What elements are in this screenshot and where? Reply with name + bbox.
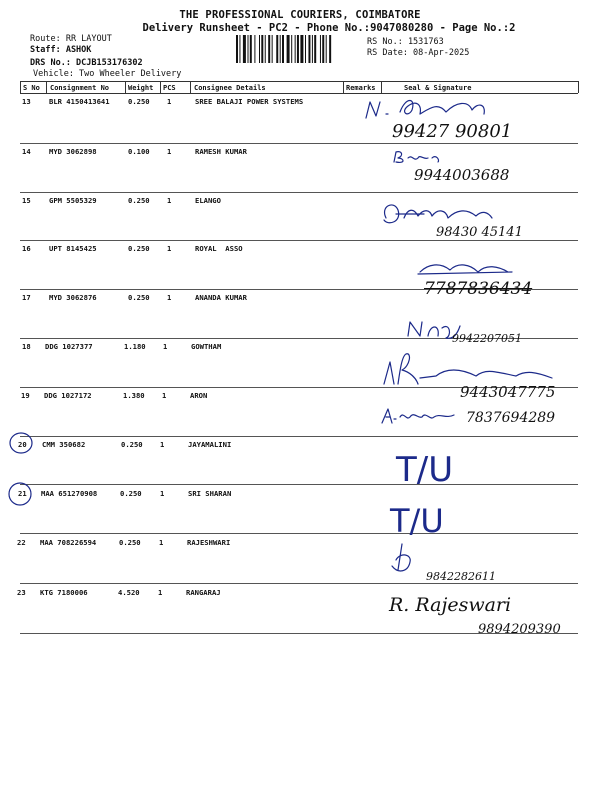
row-consignee: SRI SHARAN bbox=[188, 489, 232, 498]
handwritten-phone-22: 9842282611 bbox=[426, 570, 496, 583]
handwritten-phone-16: 7787836434 bbox=[424, 279, 533, 299]
row-weight: 0.250 bbox=[128, 196, 150, 205]
row-pcs: 1 bbox=[160, 489, 165, 498]
row-consignee: ROYAL ASSO bbox=[195, 244, 243, 253]
row-sno: 15 bbox=[22, 196, 31, 205]
row-weight: 0.250 bbox=[121, 440, 143, 449]
handwritten-phone-18: 9942207051 bbox=[452, 332, 522, 345]
row-consignment: MYD 3062898 bbox=[49, 147, 97, 156]
row-consignee: GOWTHAM bbox=[191, 342, 222, 351]
handwritten-circle-20 bbox=[8, 430, 34, 456]
signature-row-14 bbox=[388, 148, 448, 168]
row-consignment: CMM 350682 bbox=[42, 440, 86, 449]
row-sno: 20 bbox=[18, 440, 27, 449]
row-weight: 0.250 bbox=[120, 489, 142, 498]
vehicle-label: Vehicle: Two Wheeler Delivery bbox=[33, 69, 182, 79]
row-sno: 14 bbox=[22, 147, 31, 156]
drs-number: DRS No.: DCJB153176302 bbox=[30, 58, 143, 68]
row-sno: 23 bbox=[17, 588, 26, 597]
row-consignment: DDG 1027377 bbox=[45, 342, 93, 351]
handwritten-circle-21 bbox=[7, 480, 33, 508]
handwritten-phone-15: 98430 45141 bbox=[436, 225, 523, 240]
row-pcs: 1 bbox=[167, 147, 172, 156]
row-weight: 1.380 bbox=[123, 391, 145, 400]
barcode-image bbox=[236, 35, 360, 63]
row-sno: 18 bbox=[22, 342, 31, 351]
signature-row-22 bbox=[388, 540, 418, 580]
row-sno: 19 bbox=[21, 391, 30, 400]
col-pcs: PCS bbox=[163, 84, 176, 92]
row-consignee: SREE BALAJI POWER SYSTEMS bbox=[195, 97, 304, 106]
row-weight: 1.180 bbox=[124, 342, 146, 351]
handwritten-name-23: R. Rajeswari bbox=[389, 594, 512, 616]
row-sno: 13 bbox=[22, 97, 31, 106]
row-consignee: RAMESH KUMAR bbox=[195, 147, 247, 156]
row-sno: 21 bbox=[18, 489, 27, 498]
col-consignee: Consignee Details bbox=[194, 84, 266, 92]
row-pcs: 1 bbox=[167, 196, 172, 205]
row-pcs: 1 bbox=[167, 293, 172, 302]
row-weight: 0.250 bbox=[119, 538, 141, 547]
row-sno: 16 bbox=[22, 244, 31, 253]
row-consignment: UPT 8145425 bbox=[49, 244, 97, 253]
row-weight: 4.520 bbox=[118, 588, 140, 597]
handwritten-phone-14: 9944003688 bbox=[414, 166, 510, 184]
row-pcs: 1 bbox=[163, 342, 168, 351]
col-seal-signature: Seal & Signature bbox=[404, 84, 472, 92]
row-consignee: JAYAMALINI bbox=[188, 440, 232, 449]
row-pcs: 1 bbox=[167, 244, 172, 253]
row-consignee: ARON bbox=[190, 391, 208, 400]
handwritten-phone-19b: 7837694289 bbox=[466, 410, 556, 426]
col-remarks: Remarks bbox=[346, 84, 376, 92]
row-consignment: MAA 708226594 bbox=[40, 538, 97, 547]
row-pcs: 1 bbox=[159, 538, 164, 547]
company-title: THE PROFESSIONAL COURIERS, COIMBATORE bbox=[179, 9, 421, 21]
row-weight: 0.250 bbox=[128, 293, 150, 302]
handwritten-phone-13: 99427 90801 bbox=[392, 121, 513, 142]
row-consignee: RAJESHWARI bbox=[187, 538, 231, 547]
row-pcs: 1 bbox=[158, 588, 163, 597]
row-consignment: GPM 5505329 bbox=[49, 196, 97, 205]
col-sno: S No bbox=[23, 84, 40, 92]
rs-date: RS Date: 08-Apr-2025 bbox=[367, 48, 470, 58]
row-sno: 17 bbox=[22, 293, 31, 302]
staff-label: Staff: ASHOK bbox=[30, 45, 92, 55]
row-pcs: 1 bbox=[162, 391, 167, 400]
row-consignment: DDG 1027172 bbox=[44, 391, 92, 400]
handwritten-tu-20: T/U bbox=[396, 450, 454, 490]
col-consignment: Consignment No bbox=[50, 84, 110, 92]
signature-row-19-second bbox=[376, 403, 466, 429]
row-weight: 0.250 bbox=[128, 244, 150, 253]
handwritten-phone-23: 9894209390 bbox=[478, 622, 561, 637]
runsheet-title: Delivery Runsheet - PC2 - Phone No.:9047080280 - Page No.:2 bbox=[142, 22, 516, 34]
row-consignment: BLR 4150413641 bbox=[49, 97, 110, 106]
row-consignment: MAA 651270908 bbox=[41, 489, 98, 498]
row-sno: 22 bbox=[17, 538, 26, 547]
route-label: Route: RR LAYOUT bbox=[30, 34, 112, 44]
row-weight: 0.250 bbox=[128, 97, 150, 106]
row-weight: 0.100 bbox=[128, 147, 150, 156]
row-consignee: ANANDA KUMAR bbox=[195, 293, 247, 302]
row-consignee: RANGARAJ bbox=[186, 588, 221, 597]
row-pcs: 1 bbox=[167, 97, 172, 106]
rs-number: RS No.: 1531763 bbox=[367, 37, 444, 47]
row-consignment: MYD 3062876 bbox=[49, 293, 97, 302]
col-weight: Weight bbox=[128, 84, 154, 92]
row-pcs: 1 bbox=[160, 440, 165, 449]
row-consignee: ELANGO bbox=[195, 196, 221, 205]
handwritten-phone-19a: 9443047775 bbox=[460, 383, 556, 401]
row-consignment: KTG 7180006 bbox=[40, 588, 88, 597]
handwritten-tu-21: T/U bbox=[390, 502, 444, 540]
